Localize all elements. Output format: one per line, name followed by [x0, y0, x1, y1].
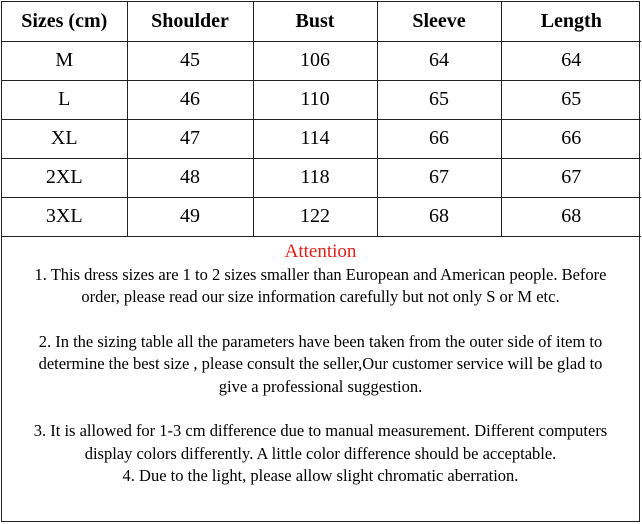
cell-sleeve: 64	[377, 41, 501, 80]
table-row	[2, 41, 641, 80]
note-1-line-2: order, please read our size information carefully but not only S or M etc.	[81, 287, 560, 306]
table-header-row	[2, 2, 641, 41]
note-3-line-1: 3. It is allowed for 1-3 cm difference due to manual measurement. Different computers	[33, 421, 608, 440]
cell-size: L	[2, 80, 127, 119]
table-row	[2, 158, 641, 197]
header-length: Length	[501, 2, 641, 41]
cell-shoulder: 46	[127, 80, 253, 119]
header-sleeve: Sleeve	[377, 2, 501, 41]
attention-title: Attention	[284, 240, 357, 262]
size-table	[2, 2, 641, 237]
cell-length: 65	[501, 80, 641, 119]
spacer	[2, 398, 639, 420]
note-2-line-2: determine the best size , please consult the seller,Our customer service will be glad to	[38, 354, 603, 373]
header-bust: Bust	[253, 2, 377, 41]
cell-size: XL	[2, 119, 127, 158]
cell-shoulder: 45	[127, 41, 253, 80]
cell-shoulder: 47	[127, 119, 253, 158]
cell-sleeve: 68	[377, 197, 501, 236]
cell-bust: 110	[253, 80, 377, 119]
cell-size: 3XL	[2, 197, 127, 236]
cell-shoulder: 49	[127, 197, 253, 236]
cell-length: 68	[501, 197, 641, 236]
cell-sleeve: 66	[377, 119, 501, 158]
cell-length: 64	[501, 41, 641, 80]
header-shoulder: Shoulder	[127, 2, 253, 41]
note-3-line-2: display colors differently. A little color difference should be acceptable.	[84, 443, 557, 463]
cell-bust: 106	[253, 41, 377, 80]
header-sizes: Sizes (cm)	[2, 2, 127, 41]
table-row	[2, 80, 641, 119]
cell-bust: 114	[253, 119, 377, 158]
cell-bust: 122	[253, 197, 377, 236]
size-chart	[1, 1, 640, 522]
table-row	[2, 119, 641, 158]
note-2-line-3: give a professional suggestion.	[218, 376, 423, 396]
cell-bust: 118	[253, 158, 377, 197]
cell-length: 66	[501, 119, 641, 158]
cell-sleeve: 65	[377, 80, 501, 119]
note-4-line-1: 4. Due to the light, please allow slight chromatic aberration.	[122, 466, 519, 485]
cell-length: 67	[501, 158, 641, 197]
note-2-line-1: 2. In the sizing table all the parameters have been taken from the outer side of item to	[38, 331, 603, 351]
cell-size: 2XL	[2, 158, 127, 197]
cell-shoulder: 48	[127, 158, 253, 197]
cell-size: M	[2, 41, 127, 80]
note-1-line-1: 1. This dress sizes are 1 to 2 sizes smaller than European and American people. Before	[34, 264, 607, 284]
attention-notes	[2, 240, 639, 488]
cell-sleeve: 67	[377, 158, 501, 197]
spacer	[2, 309, 639, 331]
table-row	[2, 197, 641, 236]
